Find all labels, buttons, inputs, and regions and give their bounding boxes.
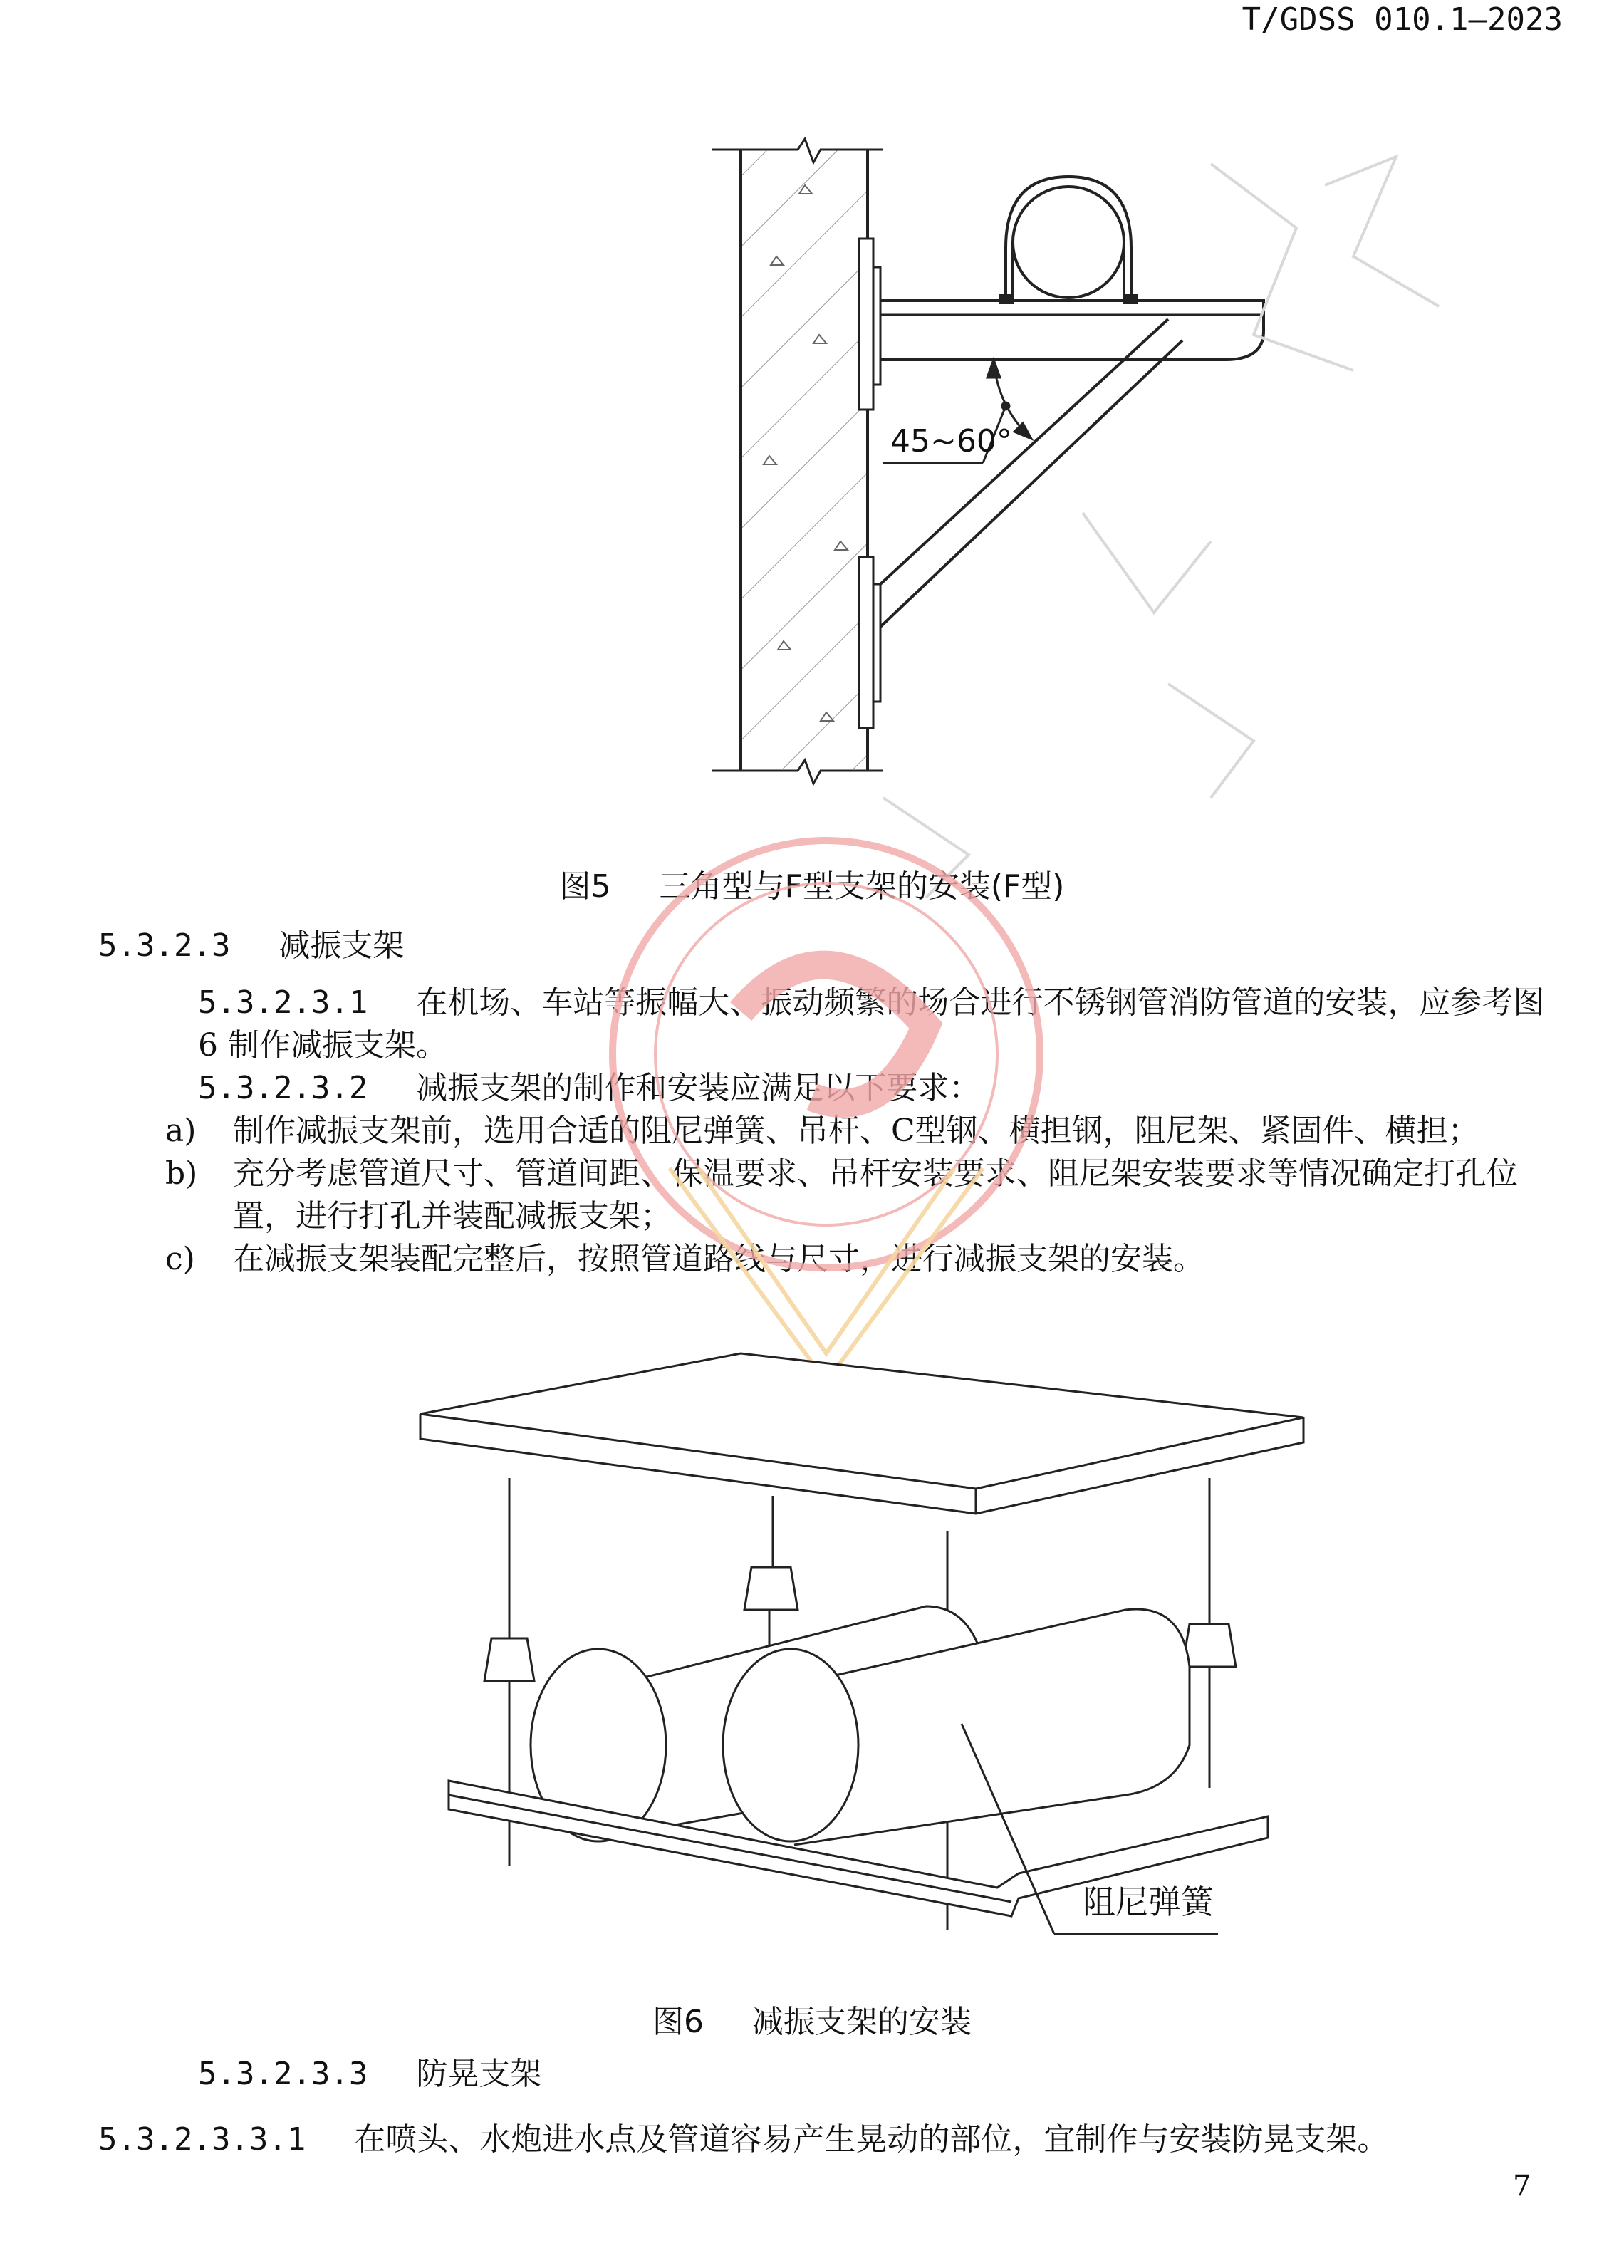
association-seal (556, 798, 1125, 1410)
paragraph-text: 减振支架的制作和安装应满足以下要求： (416, 1070, 981, 1106)
paragraph-number: 5.3.2.3.1 (198, 984, 368, 1021)
figure5-drawing (0, 0, 1624, 826)
section-number: 5.3.2.3 (98, 927, 231, 964)
watermark-stroke (883, 157, 1439, 898)
pipe-with-u-bolt (1000, 177, 1137, 303)
figure6-drawing (0, 1325, 1624, 1966)
list-text: 制作减振支架前，选用合适的阻尼弹簧、吊杆、C型钢、横担钢，阻尼架、紧固件、横担； (233, 1113, 1479, 1149)
paragraph-text: 在喷头、水炮进水点及管道容易产生晃动的部位，宜制作与安装防晃支架。 (354, 2121, 1389, 2158)
list-text: 充分考虑管道尺寸、管道间距、保温要求、吊杆安装要求、阻尼架安装要求等情况确定打孔位 (233, 1155, 1518, 1192)
bracket-arm (880, 301, 1264, 360)
paragraph-53233-1 (98, 2118, 1388, 2161)
figure5-caption-number: 图5 (559, 868, 611, 905)
pipes (531, 1606, 1190, 1845)
list-item-cont: 置，进行打孔并装配减振支架； (233, 1198, 672, 1234)
list-marker: a) (165, 1113, 197, 1149)
ceiling-slab (420, 1353, 1303, 1514)
section-title: 防晃支架 (416, 2056, 542, 2092)
figure6-caption (0, 1996, 1624, 2041)
damping-spring-label: 阻尼弹簧 (1083, 1883, 1214, 1921)
paragraph-number: 5.3.2.3.3.1 (98, 2121, 306, 2158)
figure6-caption-number: 图6 (652, 2004, 704, 2040)
figure5-caption-text: 三角型与F型支架的安装(F型) (659, 868, 1065, 905)
list-marker: b) (165, 1155, 198, 1192)
diagonal-brace (880, 319, 1182, 627)
section-heading-53233 (198, 2053, 541, 2096)
section-title: 减振支架 (279, 927, 405, 964)
concrete-wall (712, 139, 883, 784)
list-text: 在减振支架装配完整后，按照管道路线与尺寸，进行减振支架的安装。 (233, 1241, 1204, 1277)
document-code: T/GDSS 010.1—2023 (1242, 1, 1563, 38)
paragraph-5323-1-cont: 6 制作减振支架。 (198, 1027, 447, 1063)
figure6-caption-text: 减振支架的安装 (752, 2004, 972, 2040)
paragraph-text: 在机场、车站等振幅大、振动频繁的场合进行不锈钢管消防管道的安装，应参考图 (416, 984, 1545, 1021)
list-marker: c) (165, 1241, 195, 1277)
page-number: 7 (1513, 2170, 1531, 2202)
paragraph-number: 5.3.2.3.2 (198, 1070, 368, 1106)
section-heading-5323 (98, 925, 404, 967)
angle-label: 45~60° (890, 423, 1012, 459)
section-number: 5.3.2.3.3 (198, 2056, 368, 2092)
